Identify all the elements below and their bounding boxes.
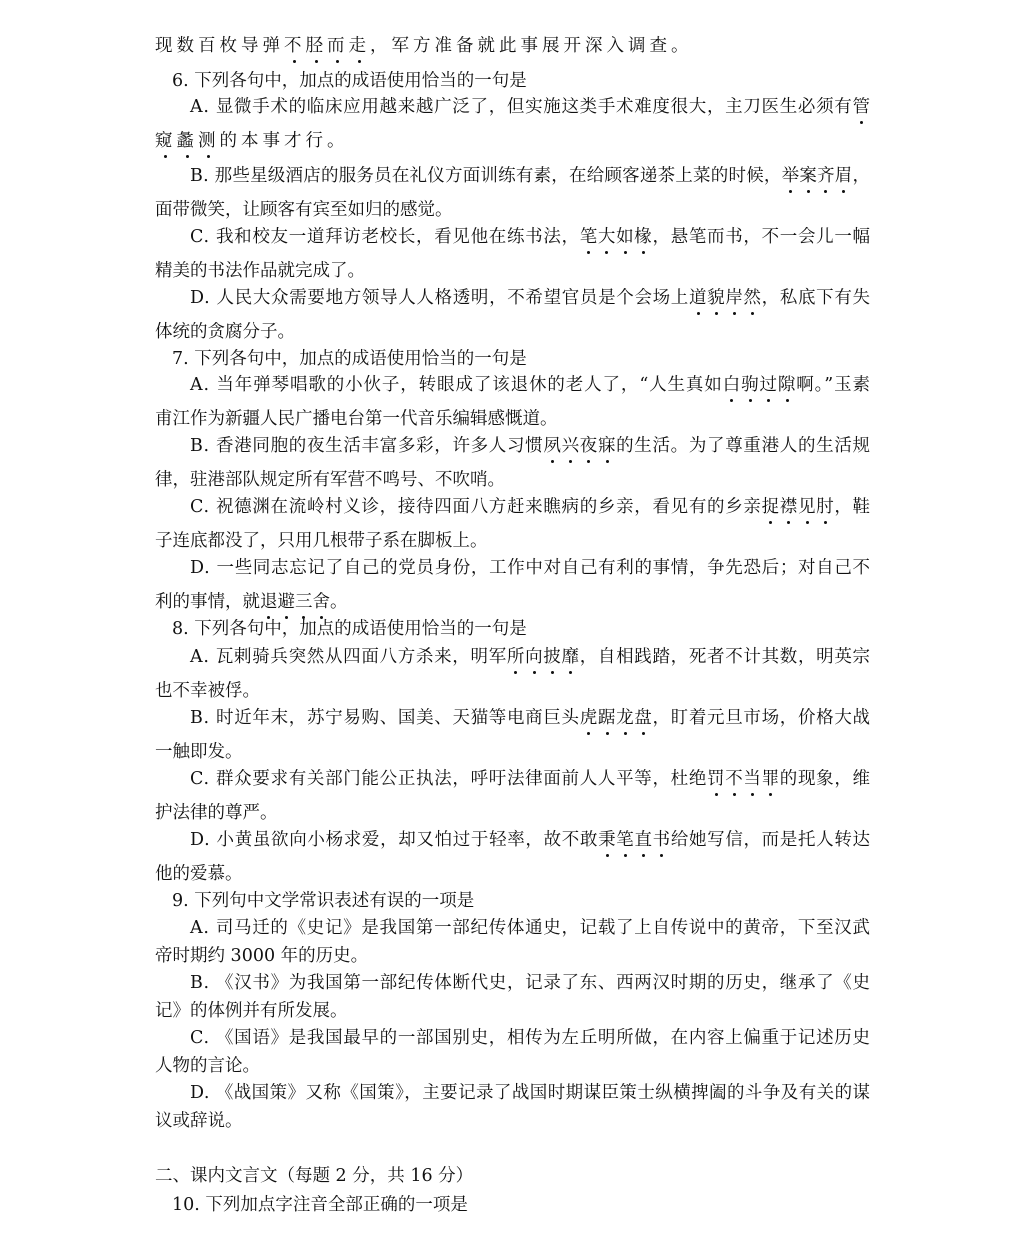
text-line (0, 95, 1024, 119)
emphasis-dot-char: 夙 (543, 436, 562, 456)
text-segment: 6. 下列各句中，加点的成语使用恰当的一句是 (172, 71, 527, 91)
text-line-content (190, 495, 871, 519)
text-line-content (190, 971, 871, 995)
text-segment: 的现象，维 (779, 769, 871, 789)
emphasis-dot-char: 椽 (634, 227, 653, 247)
text-line (0, 740, 1024, 764)
emphasized-idiom (853, 97, 871, 117)
emphasis-dot-char: 寐 (597, 436, 617, 456)
text-line (0, 590, 1024, 614)
text-line-content (155, 999, 348, 1023)
emphasis-dot-char: 三 (295, 592, 313, 612)
text-segment: C. 群众要求有关部门能公正执法，呼吁法律面前人人平等，杜绝 (190, 769, 708, 789)
text-line-content (190, 225, 871, 249)
text-segment: 利的事情，就 (155, 592, 260, 612)
emphasis-dot-char: 捉 (761, 497, 780, 517)
text-segment: 也不幸被俘。 (155, 681, 260, 701)
text-line-content (190, 373, 871, 397)
text-line (0, 1054, 1024, 1078)
text-segment: 10. 下列加点字注音全部正确的一项是 (172, 1195, 468, 1215)
text-segment: C. 我和校友一道拜访老校长，看见他在练书法， (190, 227, 580, 247)
emphasized-idiom (782, 166, 853, 186)
emphasis-dot-char: 然 (743, 288, 762, 308)
text-segment: 7. 下列各句中，加点的成语使用恰当的一句是 (172, 349, 527, 369)
text-line (0, 679, 1024, 703)
text-line (0, 767, 1024, 791)
emphasized-idiom (723, 375, 797, 395)
emphasis-dot-char: 秉 (598, 830, 617, 850)
text-line-content (155, 944, 368, 968)
text-segment: 帝时期约 3000 年的历史。 (155, 946, 369, 966)
text-segment: 的生活。为了尊重港人的生活规 (616, 436, 871, 456)
emphasized-idiom (155, 131, 220, 151)
emphasized-idiom (580, 227, 653, 247)
text-segment: A. 显微手术的临床应用越来越广泛了，但实施这类手术难度很大，主刀医生必须有 (190, 97, 853, 117)
text-line (0, 706, 1024, 730)
emphasis-dot-char: 过 (759, 375, 778, 395)
text-line-content (190, 828, 871, 852)
text-line-content (155, 1109, 243, 1133)
emphasized-idiom (580, 708, 653, 728)
text-line-content (190, 1081, 870, 1105)
emphasis-dot-char: 直 (634, 830, 653, 850)
text-line (0, 999, 1024, 1023)
text-line (0, 1109, 1024, 1133)
emphasis-dot-char: 靡 (561, 647, 580, 667)
emphasis-dot-char: 而 (327, 36, 349, 56)
text-segment: 。 (330, 592, 348, 612)
text-line (0, 225, 1024, 249)
emphasis-dot-char: 所 (506, 647, 526, 667)
text-line (0, 320, 1024, 344)
text-line-content (190, 434, 871, 458)
text-line (0, 889, 1024, 913)
text-segment: 一触即发。 (155, 742, 243, 762)
text-segment: 8. 下列各句中，加点的成语使用恰当的一句是 (172, 619, 527, 639)
emphasis-dot-char: 白 (722, 375, 742, 395)
emphasis-dot-char: 驹 (741, 375, 760, 395)
text-line-content (155, 862, 243, 886)
text-line (0, 1081, 1024, 1105)
text-segment: 面带微笑，让顾客有宾至如归的感觉。 (155, 200, 453, 220)
text-segment: 的本事才行。 (219, 131, 349, 151)
text-segment: 甫江作为新疆人民广播电台第一代音乐编辑感慨道。 (155, 409, 558, 429)
text-segment: 精美的书法作品就完成了。 (155, 261, 365, 281)
text-segment: ，自相践踏，死者不计其数，明英宗 (579, 647, 871, 667)
emphasis-dot-char: 避 (277, 592, 295, 612)
emphasis-dot-char: 罪 (761, 769, 780, 789)
emphasis-dot-char: 岸 (725, 288, 744, 308)
text-segment: C. 祝德渊在流岭村义诊，接待四面八方赶来瞧病的乡亲，看见有的乡亲 (190, 497, 762, 517)
text-segment: 现数百枚导弹 (155, 36, 284, 56)
text-segment: ，鞋 (834, 497, 871, 517)
emphasis-dot-char: 披 (543, 647, 562, 667)
text-line (0, 1164, 1024, 1188)
text-line-content (172, 347, 527, 371)
emphasis-dot-char: 貌 (707, 288, 726, 308)
text-segment: 记》的体例并有所发展。 (155, 1001, 348, 1021)
text-line-content (155, 529, 488, 553)
text-line-content (155, 1054, 260, 1078)
text-segment: D. 《战国策》又称《国策》，主要记录了战国时期谋臣策士纵横捭阖的斗争及有关的谋 (190, 1083, 871, 1103)
text-segment: B. 《汉书》为我国第一部纪传体断代史，记录了东、西两汉时期的历史，继承了《史 (190, 973, 871, 993)
emphasis-dot-char: 胫 (305, 36, 327, 56)
emphasis-dot-char: 案 (799, 166, 818, 186)
emphasis-dot-char: 罚 (707, 769, 726, 789)
emphasized-idiom (707, 769, 780, 789)
emphasis-dot-char: 向 (525, 647, 544, 667)
emphasis-dot-char: 管 (852, 97, 871, 117)
text-line-content (190, 556, 871, 580)
text-line-content (155, 679, 260, 703)
text-line-content (155, 34, 693, 58)
emphasis-dot-char: 见 (797, 497, 817, 517)
emphasis-dot-char: 兴 (561, 436, 580, 456)
text-line (0, 828, 1024, 852)
text-line-content (155, 468, 505, 492)
emphasis-dot-char: 书 (652, 830, 671, 850)
emphasis-dot-char: 蠡 (176, 131, 198, 151)
text-line-content (172, 889, 474, 913)
text-line (0, 862, 1024, 886)
emphasis-dot-char: 笔 (616, 830, 635, 850)
text-line-content (155, 1164, 473, 1188)
text-line (0, 34, 1024, 58)
text-line-content (155, 320, 295, 344)
text-segment: A. 瓦剌骑兵突然从四面八方杀来，明军 (190, 647, 507, 667)
text-line (0, 69, 1024, 93)
text-line-content (155, 259, 365, 283)
emphasis-dot-char: 当 (743, 769, 762, 789)
text-line-content (155, 590, 348, 614)
text-line (0, 944, 1024, 968)
text-line (0, 129, 1024, 153)
emphasis-dot-char: 大 (597, 227, 617, 247)
emphasis-dot-char: 踞 (597, 708, 617, 728)
text-line (0, 407, 1024, 431)
emphasis-dot-char: 不 (284, 36, 306, 56)
text-line (0, 1193, 1024, 1217)
emphasis-dot-char: 举 (781, 166, 800, 186)
text-segment: 体统的贪腐分子。 (155, 322, 295, 342)
emphasis-dot-char: 不 (725, 769, 744, 789)
text-line-content (190, 286, 871, 310)
text-segment: A. 司马迁的《史记》是我国第一部纪传体通史，记载了上自传说中的黄帝，下至汉武 (190, 918, 871, 938)
text-line (0, 529, 1024, 553)
emphasis-dot-char: 窥 (155, 131, 177, 151)
text-line-content (190, 916, 871, 940)
text-segment: 议或辞说。 (155, 1111, 243, 1131)
text-line-content (155, 198, 453, 222)
emphasis-dot-char: 如 (616, 227, 635, 247)
text-line (0, 645, 1024, 669)
text-segment: B. 时近年末，苏宁易购、国美、天猫等电商巨头 (190, 708, 580, 728)
text-segment: ， (852, 166, 871, 186)
emphasized-idiom (284, 36, 370, 56)
emphasized-idiom (598, 830, 671, 850)
text-segment: ，私底下有失 (761, 288, 871, 308)
text-segment: 律，驻港部队规定所有军营不鸣号、不吹哨。 (155, 470, 505, 490)
text-line (0, 916, 1024, 940)
text-segment: A. 当年弹琴唱歌的小伙子，转眼成了该退休的老人了，“人生真如 (190, 375, 723, 395)
text-segment: D. 小黄虽欲向小杨求爱，却又怕过于轻率，故不敢 (190, 830, 599, 850)
text-segment: C. 《国语》是我国最早的一部国别史，相传为左丘明所做，在内容上偏重于记述历史 (190, 1028, 871, 1048)
text-segment: ，军方准备就此事展开深入调查。 (370, 36, 693, 56)
text-segment: 9. 下列句中文学常识表述有误的一项是 (172, 891, 475, 911)
text-line (0, 468, 1024, 492)
emphasis-dot-char: 舍 (312, 592, 330, 612)
text-segment: 子连底都没了，只用几根带子系在脚板上。 (155, 531, 488, 551)
text-line-content (190, 164, 870, 188)
text-segment: ，盯着元旦市场，价格大战 (652, 708, 871, 728)
emphasis-dot-char: 道 (688, 288, 708, 308)
text-line-content (190, 1026, 871, 1050)
emphasis-dot-char: 盘 (634, 708, 653, 728)
text-line (0, 556, 1024, 580)
text-segment: 给她写信，而是托人转达 (670, 830, 871, 850)
text-line (0, 495, 1024, 519)
text-segment: 二、课内文言文（每题 2 分，共 16 分） (155, 1166, 474, 1186)
text-line (0, 164, 1024, 188)
text-line-content (172, 617, 527, 641)
text-line (0, 198, 1024, 222)
text-line-content (172, 69, 527, 93)
text-line-content (155, 129, 349, 153)
text-segment: B. 香港同胞的夜生活丰富多彩，许多人习惯 (190, 436, 544, 456)
emphasis-dot-char: 龙 (616, 708, 635, 728)
text-line-content (155, 801, 278, 825)
emphasis-dot-char: 退 (260, 592, 278, 612)
text-segment: D. 人民大众需要地方领导人人格透明，不希望官员是个会场上 (190, 288, 689, 308)
text-line (0, 373, 1024, 397)
text-line (0, 801, 1024, 825)
emphasis-dot-char: 虎 (579, 708, 598, 728)
emphasis-dot-char: 襟 (779, 497, 798, 517)
emphasis-dot-char: 夜 (579, 436, 598, 456)
emphasized-idiom (543, 436, 616, 456)
emphasis-dot-char: 笔 (579, 227, 598, 247)
text-segment: 人物的言论。 (155, 1056, 260, 1076)
text-line (0, 617, 1024, 641)
text-line (0, 347, 1024, 371)
text-line (0, 434, 1024, 458)
emphasis-dot-char: 隙 (777, 375, 797, 395)
text-line (0, 1026, 1024, 1050)
emphasis-dot-char: 眉 (834, 166, 853, 186)
emphasis-dot-char: 测 (198, 131, 220, 151)
text-segment: D. 一些同志忘记了自己的党员身份，工作中对自己有利的事情，争先恐后；对自己不 (190, 558, 871, 578)
text-line-content (190, 767, 871, 791)
emphasis-dot-char: 齐 (817, 166, 835, 186)
text-segment: ，悬笔而书，不一会儿一幅 (652, 227, 871, 247)
emphasized-idiom (689, 288, 762, 308)
text-line-content (190, 645, 871, 669)
emphasis-dot-char: 走 (348, 36, 370, 56)
text-line-content (190, 95, 871, 119)
emphasized-idiom (507, 647, 580, 667)
text-segment: 他的爱慕。 (155, 864, 243, 884)
text-segment: 啊。”玉素 (796, 375, 871, 395)
text-segment: 护法律的尊严。 (155, 803, 278, 823)
text-segment: B. 那些星级酒店的服务员在礼仪方面训练有素，在给顾客递茶上菜的时候， (190, 166, 782, 186)
text-line-content (155, 740, 243, 764)
emphasis-dot-char: 肘 (816, 497, 835, 517)
emphasized-idiom (762, 497, 835, 517)
text-line (0, 259, 1024, 283)
text-line (0, 971, 1024, 995)
text-line (0, 286, 1024, 310)
text-line-content (155, 407, 558, 431)
text-line-content (190, 706, 871, 730)
text-line-content (172, 1193, 468, 1217)
emphasized-idiom (260, 592, 330, 612)
